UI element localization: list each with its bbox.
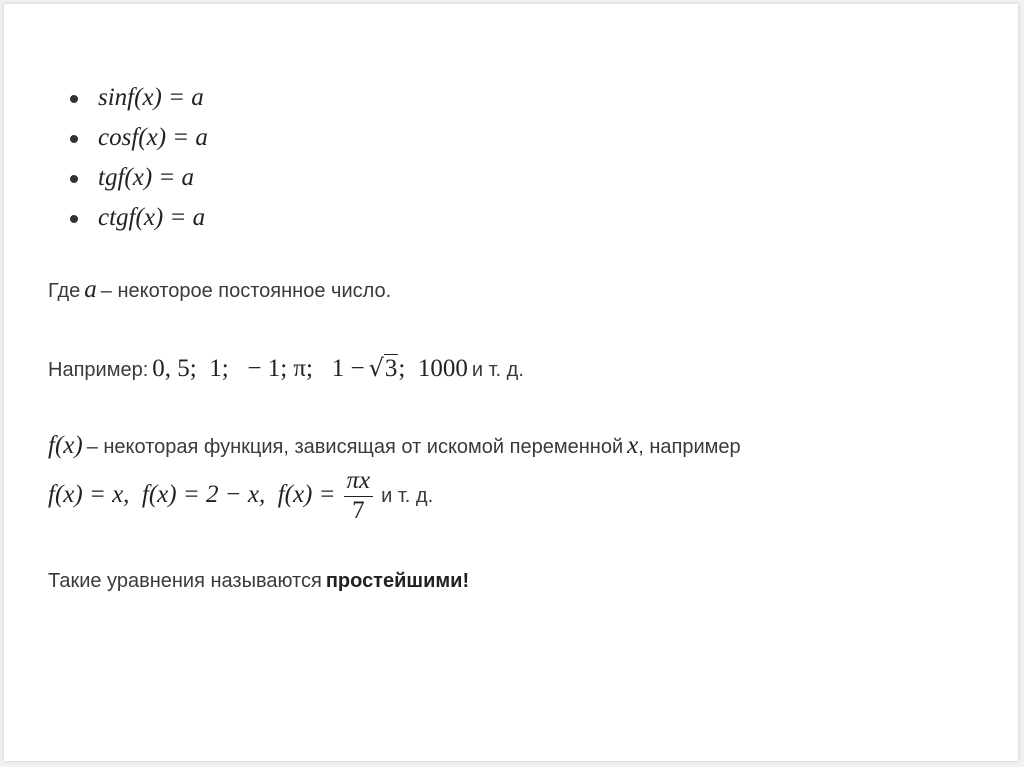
conclusion-line <box>48 570 469 593</box>
function-text-end: , например <box>638 436 741 458</box>
equation-tg: tgf(x) = a <box>98 164 195 191</box>
equation-cos: cosf(x) = a <box>98 124 208 151</box>
example-prefix: Например: <box>48 359 149 381</box>
list-item <box>70 78 208 118</box>
where-variable: a <box>84 276 97 303</box>
sqrt-expression <box>369 354 399 383</box>
list-item <box>70 118 208 158</box>
list-item <box>70 158 208 198</box>
function-line <box>48 432 741 460</box>
bullet-icon <box>70 95 78 103</box>
equation-list <box>70 78 208 238</box>
example-suffix: и т. д. <box>471 359 524 381</box>
sqrt-value: 3 <box>384 355 398 382</box>
equation-sin: sinf(x) = a <box>98 84 204 111</box>
where-line <box>48 276 391 304</box>
fraction-numerator: πx <box>344 468 374 497</box>
function-text: – некоторая функция, зависящая от искомой переменной <box>86 436 624 458</box>
example-values: 0, 5; 1; − 1; π; 1 − <box>152 355 365 382</box>
bullet-icon <box>70 215 78 223</box>
example-tail: ; 1000 <box>398 355 468 382</box>
slide-content <box>4 4 1018 761</box>
fraction-denominator: 7 <box>352 497 365 524</box>
fraction <box>344 468 374 525</box>
list-item <box>70 198 208 238</box>
bullet-icon <box>70 135 78 143</box>
equation-ctg: ctgf(x) = a <box>98 204 206 231</box>
conclusion-text: Такие уравнения называются <box>48 570 322 592</box>
radical-icon: √ <box>368 354 384 382</box>
function-examples-line <box>48 467 434 527</box>
function-examples-suffix: и т. д. <box>381 485 434 508</box>
function-variable: x <box>627 432 639 459</box>
conclusion-bold: простейшими! <box>325 570 470 592</box>
function-examples: f(x) = x, f(x) = 2 − x, f(x) = <box>48 481 336 509</box>
slide <box>4 4 1018 761</box>
where-suffix: – некоторое постоянное число. <box>100 280 392 302</box>
where-prefix: Где <box>48 280 81 302</box>
example-line <box>48 354 524 383</box>
function-symbol: f(x) <box>48 432 83 459</box>
bullet-icon <box>70 175 78 183</box>
